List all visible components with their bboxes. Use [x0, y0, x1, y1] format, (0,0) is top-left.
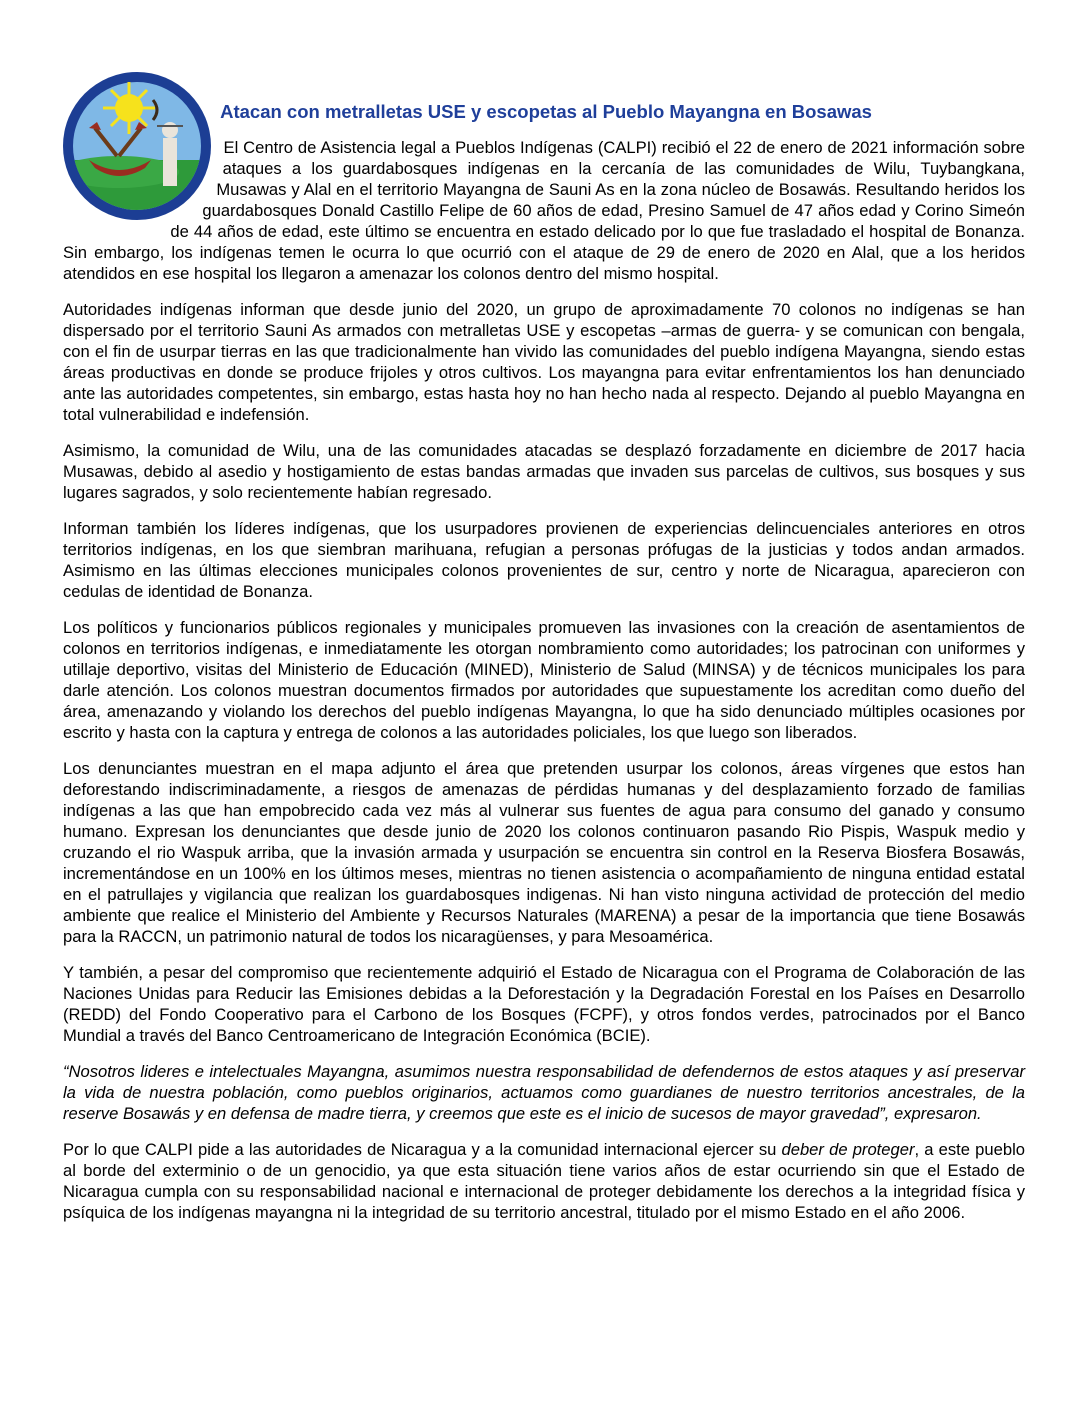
paragraph: Autoridades indígenas informan que desde junio del 2020, un grupo de aproximadamente 70 colonos no indígenas se han dispersado por el territorio Sauni As armados con metralletas USE y escopetas –armas de guerra- y se comunican con bengala, con el fin de usurpar tierras en las que tradicionalmente han vivido las comunidades del pueblo indígena Mayangna, siendo estas áreas productivas en donde se produce frijoles y otros cultivos. Los mayangna para evitar enfrentamientos los han denunciado ante las autoridades competentes, sin embargo, estas hasta hoy no han hecho nada al respecto. Dejando al pueblo Mayangna en total vulnerabilidad e indefensión. — [63, 300, 1025, 424]
closing-text-start: Por lo que CALPI pide a las autoridades de Nicaragua y a la comunidad internacional ejercer su — [63, 1140, 782, 1159]
closing-paragraph — [63, 1139, 1025, 1223]
paragraph: Los políticos y funcionarios públicos regionales y municipales promueven las invasiones con la creación de asentamientos de colonos en territorios indígenas, e inmediatamente les otorgan nombramiento como autoridades; los patrocinan con uniformes y utillaje deportivo, visitas del Ministerio de Educación (MINED), Ministerio de Salud (MINSA) y de técnicos municipales los para darle atención. Los colonos muestran documentos firmados por autoridades que supuestamente los acreditan como dueño del área, amenazando y violando los derechos del pueblo indígenas Mayangna, lo que ha sido denunciado múltiples ocasiones por escrito y hasta con la captura y entrega de colonos a las autoridades policiales, los que luego son liberados. — [63, 618, 1025, 742]
paragraph: Asimismo, la comunidad de Wilu, una de las comunidades atacadas se desplazó forzadamente en diciembre de 2017 hacia Musawas, debido al asedio y hostigamiento de estas bandas armadas que invaden sus parcelas de cultivos, sus bosques y sus lugares sagrados, y solo recientemente habían regresado. — [63, 441, 1025, 502]
paragraph: Informan también los líderes indígenas, que los usurpadores provienen de experiencias delincuenciales anteriores en otros territorios indígenas, en los que siembran marihuana, refugian a personas prófugas de la justicias y todos andan armados. Asimismo en las últimas elecciones municipales colonos provenientes de sur, centro y norte de Nicaragua, aparecieron con cedulas de identidad de Bonanza. — [63, 519, 1025, 601]
closing-text-end: , a este pueblo al borde del exterminio o de un genocidio, ya que esta situación tiene varios años de estar ocurriendo sin que el Estado de Nicaragua cumpla con su responsabilidad nacional e internacional de proteger debidamente los derechos a la integridad física y psíquica de los indígenas mayangna ni la integridad de su territorio ancestral, titulado por el mismo Estado en el año 2006. — [63, 1140, 1025, 1222]
paragraph: Los denunciantes muestran en el mapa adjunto el área que pretenden usurpar los colonos, áreas vírgenes que estos han deforestando indiscriminadamente, a riesgos de amenazas de pérdidas humanas y del desplazamiento forzado de familias indígenas a las que han empobrecido cada vez más al vulnerar sus fuentes de agua para consumo del ganado y consumo humano. Expresan los denunciantes que desde junio de 2020 los colonos continuaron pasando Rio Pispis, Waspuk medio y cruzando el rio Waspuk arriba, que la invasión armada y usurpación se encuentra sin control en la Reserva Biosfera Bosawás, incrementándose en un 100% en los últimos meses, mientras no tienen asistencia o acompañamiento de ninguna entidad estatal en el patrullajes y vigilancia que realizan los guardabosques indigenas. Ni han visto ninguna actividad de protección del medio ambiente que realice el Ministerio del Ambiente y Recursos Naturales (MARENA) a pesar de la importancia que tiene Bosawás para la RACCN, un patrimonio natural de todos los nicaragüenses, y para Mesoamérica. — [63, 759, 1025, 946]
paragraph: El Centro de Asistencia legal a Pueblos Indígenas (CALPI) recibió el 22 de enero de 2021 información sobre ataques a los guardabosques indígenas en la cercanía de las comunidades de Wilu, Tuybangkana, Musawas y Alal en el territorio Mayangna de Sauni As en la zona núcleo de Bosawás. Resultando heridos los guardabosques Donald Castillo Felipe de 60 años de edad, Presino Samuel de 47 años edad y Corino Simeón de 44 años de edad, este último se encuentra en estado delicado por lo que fue trasladado el hospital de Bonanza. Sin embargo, los indígenas temen le ocurra lo que ocurrió con el ataque de 29 de enero de 2020 en Alal, que a los heridos atendidos en ese hospital los llegaron a amenazar los colonos dentro del mismo hospital. — [63, 138, 1025, 283]
closing-emphasis: deber de proteger — [781, 1140, 915, 1159]
document-page — [63, 68, 1025, 1388]
article-title: Atacan con metralletas USE y escopetas al Pueblo Mayangna en Bosawas — [220, 101, 872, 122]
quote-paragraph: “Nosotros lideres e intelectuales Mayangna, asumimos nuestra responsabilidad de defendernos de estos ataques y así preservar la vida de nuestra población, como pueblos originarios, actuamos como guardianes de nuestro territorios ancestrales, de la reserve Bosawás y en defensa de madre tierra, y creemos que este es el inicio de sucesos de mayor gravedad”, expresaron. — [63, 1062, 1025, 1123]
calpi-logo-icon — [59, 68, 215, 224]
paragraph: Y también, a pesar del compromiso que recientemente adquirió el Estado de Nicaragua con el Programa de Colaboración de las Naciones Unidas para Reducir las Emisiones debidas a la Deforestación y la Degradación Forestal en los Países en Desarrollo (REDD) del Fondo Cooperativo para el Carbono de los Bosques (FCPF), y otros fondos verdes, patrocinados por el Banco Mundial a través del Banco Centroamericano de Integración Económica (BCIE). — [63, 963, 1025, 1045]
